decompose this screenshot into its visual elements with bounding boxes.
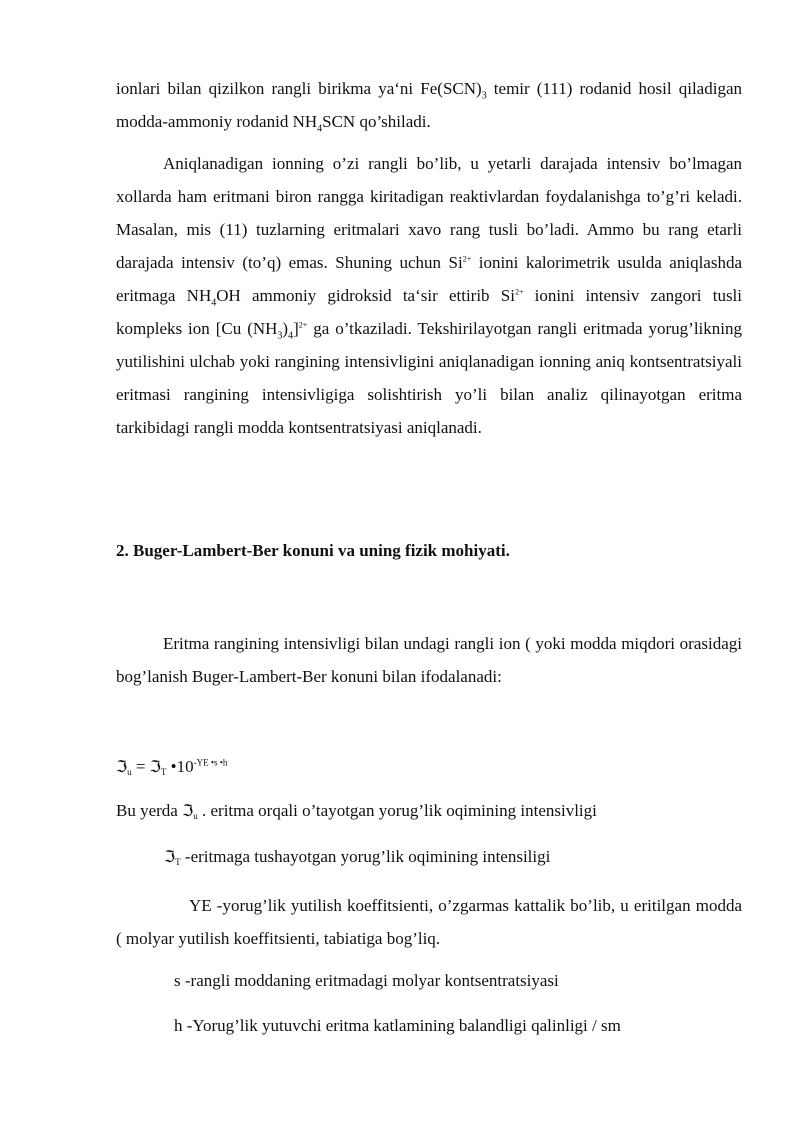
text-run: -eritmaga tushayotgan yorug’lik oqimining intensiligi (180, 847, 551, 866)
subscript: T (160, 767, 167, 777)
text-run: Aniqlanadigan ionning o’zi rangli bo’lib, u yetarli darajada intensiv bo’lmagan xollarda ham eritmani biron rangga kiritadigan reaktivlardan foydalanishga to’g’ri keladi. Masalan, mis (11) tuzlarning eritmalari xavo rang tusli bo’ladi. Ammo bu rang etarli darajada intensiv (to’q) emas. Shuning uchun Si (116, 154, 742, 272)
subscript: 3 (277, 330, 283, 342)
text-run: . eritma orqali o’tayotgan yorug’lik oqimining intensivligi (197, 801, 597, 820)
exponent: -YE •s •h (193, 757, 228, 768)
formula-buger-lambert-ber (116, 755, 227, 784)
superscript: 2+ (462, 254, 472, 264)
subscript: u (127, 767, 132, 777)
subscript: 4 (317, 123, 323, 135)
subscript: u (193, 811, 198, 821)
text-run: •10 (166, 757, 194, 776)
subscript: 4 (211, 297, 217, 309)
intensity-symbol: ℑ (149, 757, 161, 776)
text-run: ] (293, 319, 299, 338)
text-run: ionini intensiv zangori tusli kompleks ion [Cu (NH (116, 286, 743, 338)
paragraph-reagent (116, 72, 742, 138)
intensity-symbol: ℑ (164, 847, 176, 866)
text-run: ) (282, 319, 289, 338)
definition-incident-intensity (164, 845, 550, 874)
definition-concentration: s -rangli moddaning eritmadagi molyar kontsentratsiyasi (174, 971, 559, 990)
text-run: Bu yerda (116, 801, 183, 820)
section-heading: 2. Buger-Lambert-Ber konuni va uning fizik mohiyati. (116, 541, 510, 560)
text-run: ga o’tkaziladi. Tekshirilayotgan rangli eritmada yorug’likning yutilishini ulchab yoki rangining intensivligini aniqlanadigan ionning aniq kontsentratsiyali eritmasi rangining intensivligiga solishtirish yo’li bilan analiz qilinayotgan eritma tarkibidagi rangli modda kontsentratsiyasi aniqlanadi. (116, 319, 742, 437)
text-run: SCN qo’shiladi. (322, 112, 431, 131)
subscript: 3 (481, 90, 487, 102)
superscript: 2+ (298, 320, 308, 330)
subscript: 4 (288, 330, 294, 342)
definition-absorption-coefficient: YE -yorug’lik yutilish koeffitsienti, o’zgarmas kattalik bo’lib, u eritilgan modda ( molyar yutilish koeffitsienti, tabiatiga bog’liq. (116, 896, 742, 948)
paragraph-law-intro: Eritma rangining intensivligi bilan undagi rangli ion ( yoki modda miqdori orasidagi bog’lanish Buger-Lambert-Ber konuni bilan ifodalanadi: (116, 634, 742, 686)
text-run: ionini kalorimetrik usulda aniqlashda eritmaga NH (116, 253, 743, 305)
subscript: T (175, 857, 181, 867)
text-run: OH ammoniy gidroksid ta‘sir ettirib Si (216, 286, 515, 305)
intensity-symbol: ℑ (182, 801, 194, 820)
text-run: temir (111) rodanid hosil qiladigan modda-ammoniy rodanid NH (116, 79, 742, 131)
superscript: 2+ (514, 287, 524, 297)
paragraph-colorimetry (116, 147, 742, 444)
text-run: ionlari bilan qizilkon rangli birikma ya‘ni Fe(SCN) (116, 79, 482, 98)
intensity-symbol: ℑ (116, 757, 128, 776)
definition-transmitted-intensity (116, 799, 597, 828)
definition-layer-thickness: h -Yorug’lik yutuvchi eritma katlamining balandligi qalinligi / sm (174, 1016, 621, 1035)
text-run: = (131, 757, 150, 776)
